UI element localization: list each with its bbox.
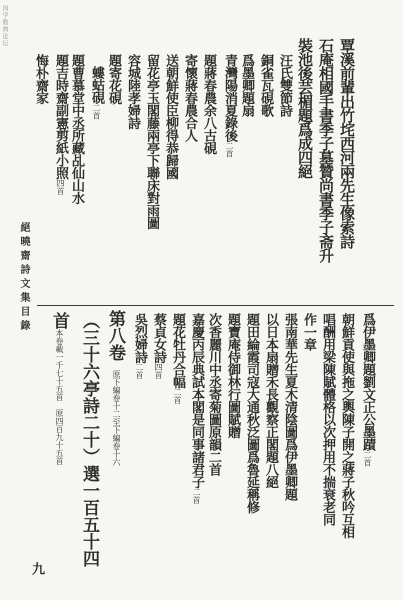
watermark: 国学数典论坛	[1, 5, 8, 47]
column-l1-note: 二首	[363, 450, 372, 467]
column-l10	[188, 313, 204, 504]
section-divider	[37, 305, 394, 306]
column-u12: 容城陸孝婦詩	[125, 54, 140, 129]
column-u16-note: 四首	[56, 179, 65, 195]
column-l5: 張南華先生夏木清陰圖爲伊墨卿題	[282, 313, 297, 501]
column-l12	[150, 313, 166, 379]
page-number: 九	[29, 562, 44, 575]
column-u15: 題曹慕堂中丞所藏乩仙山水	[69, 54, 84, 204]
column-u8: 題蔣春農余八古硯	[201, 54, 216, 154]
column-l1-title: 爲伊墨卿題劉文正公墨蹟	[360, 313, 375, 451]
column-l12-note: 四首	[154, 363, 163, 379]
column-l13-note: 二首	[135, 363, 144, 379]
column-u6: 爲墨卿題扇	[239, 54, 254, 117]
column-u14-title: 螻蛄硯	[89, 66, 104, 104]
column-u17: 悔朴齋家	[33, 54, 48, 104]
column-u7	[221, 54, 237, 158]
column-u7-note: 二首	[225, 141, 234, 158]
column-u5: 銅雀瓦硯歌	[258, 54, 273, 117]
column-u1: 覃溪前輩出竹垞西河兩先生像索詩	[338, 38, 356, 248]
column-u4: 汪氏雙節詩	[277, 54, 292, 117]
column-l10-title: 嘉慶丙辰典試本閣是同事諸君子	[189, 313, 204, 488]
column-u16	[52, 54, 68, 195]
volume-title: 第八卷	[105, 310, 125, 361]
volume-first-char: 首	[49, 312, 69, 329]
column-l1	[359, 313, 375, 467]
volume-count-line: （三十六亭詩二十）選一百五十四	[79, 312, 99, 567]
column-l7: 題田綸霞司寇大通秋泛圖爲魯延稱修	[244, 313, 259, 513]
column-l11	[169, 313, 185, 404]
column-u13: 題寄花硯	[106, 54, 121, 104]
column-l3: 唱酬用梁陳賦體格以次押用不揣衰老同	[320, 313, 335, 526]
column-l8: 題寶庵侍御林行圖賦贈	[225, 313, 240, 438]
column-u11: 留花亭玉閣藤兩亭下聯床對雨圖	[144, 54, 159, 229]
column-l13	[131, 313, 147, 379]
column-u10: 送朝鮮使臣柳得恭歸國	[163, 54, 178, 179]
column-l2: 朝鮮貢使與拖之輿陳子開之蔣子秋吟互相	[339, 313, 354, 538]
book-header: 絕曉齋詩文集目錄	[18, 222, 29, 334]
column-l4: 作一章	[301, 313, 316, 351]
column-u14	[88, 66, 104, 120]
column-l9: 次香麗川中丞寄菊圖原韻二首	[206, 313, 221, 476]
volume-first-line	[50, 312, 67, 465]
column-u2: 石庵相國手書季子墓贊尚書季子斋升	[317, 38, 335, 262]
column-l6: 以日本扇贈禾長觀察正閣題八絕	[263, 313, 278, 488]
column-l11-note: 二首	[173, 388, 182, 404]
volume-subtitle: 原下編卷十二至下編卷十六	[112, 370, 121, 466]
column-l10-note: 二首	[192, 488, 201, 504]
column-u14-note: 二首	[92, 103, 101, 120]
column-u16-title: 題吉時齋副憲剪紙小照	[53, 54, 68, 179]
column-l11-title: 題花牡丹合幅	[170, 313, 185, 388]
column-u7-title: 青灣陽消夏錄後	[222, 54, 237, 142]
column-u3: 裝池後芸楣題爲成四絕	[296, 38, 314, 178]
column-l12-title: 蔡貞女詩	[151, 313, 166, 363]
column-l13-title: 吳烈婦詩	[132, 313, 147, 363]
volume-first-note: 本卷載一千七十五首 原四百九十五首	[55, 329, 64, 465]
column-u9: 寄懷蔣春農合人	[182, 54, 197, 142]
